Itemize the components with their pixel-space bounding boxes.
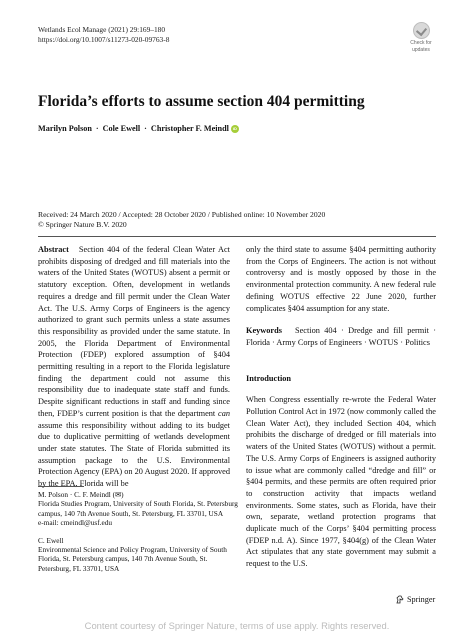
- right-column: [246, 244, 436, 570]
- history-dates: Received: 24 March 2020 / Accepted: 28 October 2020 / Published online: 10 November 2020: [38, 210, 326, 219]
- copyright-line: © Springer Nature B.V. 2020: [38, 220, 127, 229]
- affiliation-authors-2: C. Ewell: [38, 535, 64, 545]
- affiliations: [38, 490, 238, 573]
- corresponding-email[interactable]: e-mail: cmeindl@usf.edu: [38, 518, 112, 528]
- journal-citation: Wetlands Ecol Manage (2021) 29:169–180: [38, 25, 166, 34]
- check-for-updates-icon: [413, 22, 430, 39]
- doi-link[interactable]: https://doi.org/10.1007/s11273-020-09763-8: [38, 35, 170, 44]
- keywords-paragraph: [246, 325, 436, 348]
- author-name[interactable]: Cole Ewell: [102, 124, 141, 133]
- badge-line-1: Check for: [410, 40, 432, 46]
- affiliation-address-1: Florida Studies Program, University of South Florida, St. Petersburg campus, 140 7th Avenue South, St. Petersburg, FL 33701, USA: [38, 499, 238, 518]
- affiliation-authors-1: M. Polson · C. F. Meindl (✉): [38, 490, 124, 499]
- abstract-paragraph: [38, 244, 230, 490]
- paper-title: Florida’s efforts to assume section 404 permitting: [38, 93, 365, 110]
- affiliation-address-2: Environmental Science and Policy Program, University of South Florida, St. Petersburg campus, 140 7th Avenue South, St. Petersburg, FL 33701, USA: [38, 545, 227, 573]
- springer-horse-icon: [396, 595, 404, 604]
- publication-dates: [38, 210, 325, 230]
- content-courtesy-footer: Content courtesy of Springer Nature, terms of use apply. Rights reserved.: [84, 620, 390, 631]
- publisher-logo: [396, 595, 435, 604]
- author-name[interactable]: Marilyn Polson: [38, 124, 92, 133]
- author-separator: ·: [144, 124, 147, 133]
- keywords-text: Section 404 · Dredge and fill permit · Florida · Army Corps of Engineers · WOTUS · Politics: [246, 326, 436, 347]
- author-list: [38, 124, 239, 133]
- abstract-text-1: Section 404 of the federal Clean Water Act prohibits disposing of dredged and fill materials into the waters of the United States (WOTUS) absent a permit or statutory exception. Often, development in wetlands requires a dredge and fill permit under the Clean Water Act. The U.S. Army Corps of Engineers is the agency authorized to grant such permits unless a state assumes this responsibility as provided under the same statute. In 2005, the Florida Department of Environmental Protection (FDEP) explored assumption of §404 permitting resulting in a report to the Florida legislature finding the department could not assume this responsibility due to inadequate state staff and funds. Despite significant reductions in staff and funding since then, FDEP’s current position is that the department: [38, 245, 230, 418]
- author-name[interactable]: Christopher F. Meindl: [150, 124, 229, 133]
- abstract-continuation: only the third state to assume §404 permitting authority from the Corps of Engineers. The action is not without controversy and is mostly opposed by those in the environmental protection community. A new federal rule defining WOTUS effective 22 June 2020, further complicates §404 assumption for any state.: [246, 245, 436, 313]
- introduction-heading: Introduction: [246, 373, 292, 383]
- author-separator: ·: [95, 124, 99, 133]
- orcid-icon[interactable]: [231, 125, 239, 133]
- check-for-updates-badge[interactable]: [405, 22, 437, 52]
- badge-line-2: updates: [412, 47, 430, 53]
- abstract-column: [38, 244, 230, 490]
- abstract-label: Abstract: [38, 245, 69, 254]
- abstract-text-2: assume this responsibility without adding to its budget due to duplicative permitting of wetlands development under state statutes. The State of Florida submitted its assumption package to the U.S. Environmental Protection Agency (EPA) on 20 August 2020. If approved by the EPA, Florida will be: [38, 420, 230, 489]
- section-divider: [38, 236, 436, 237]
- introduction-text: When Congress essentially re-wrote the Federal Water Pollution Control Act in 1972 (now commonly called the Clean Water Act), they included Section 404, which prohibits the discharge of dredged or fill materials into waters of the United States (WOTUS) without a permit. The U.S. Army Corps of Engineers is assigned authority to issue what are commonly called “dredge and fill” or §404 permits, and these permits are often required prior to construction activity that impacts wetland environments. Some states, such as Florida, have their own, separate, wetland protection programs that duplicate much of the Corps’ §404 permitting process (FDEP n.d. A). Since 1977, §404(g) of the Clean Water Act stipulates that any state government may submit a request to the U.S.: [246, 395, 436, 569]
- keywords-label: Keywords: [246, 326, 282, 336]
- abstract-emphasis: can: [218, 408, 230, 418]
- footnote-divider: [38, 486, 84, 487]
- publisher-name: Springer: [407, 595, 436, 604]
